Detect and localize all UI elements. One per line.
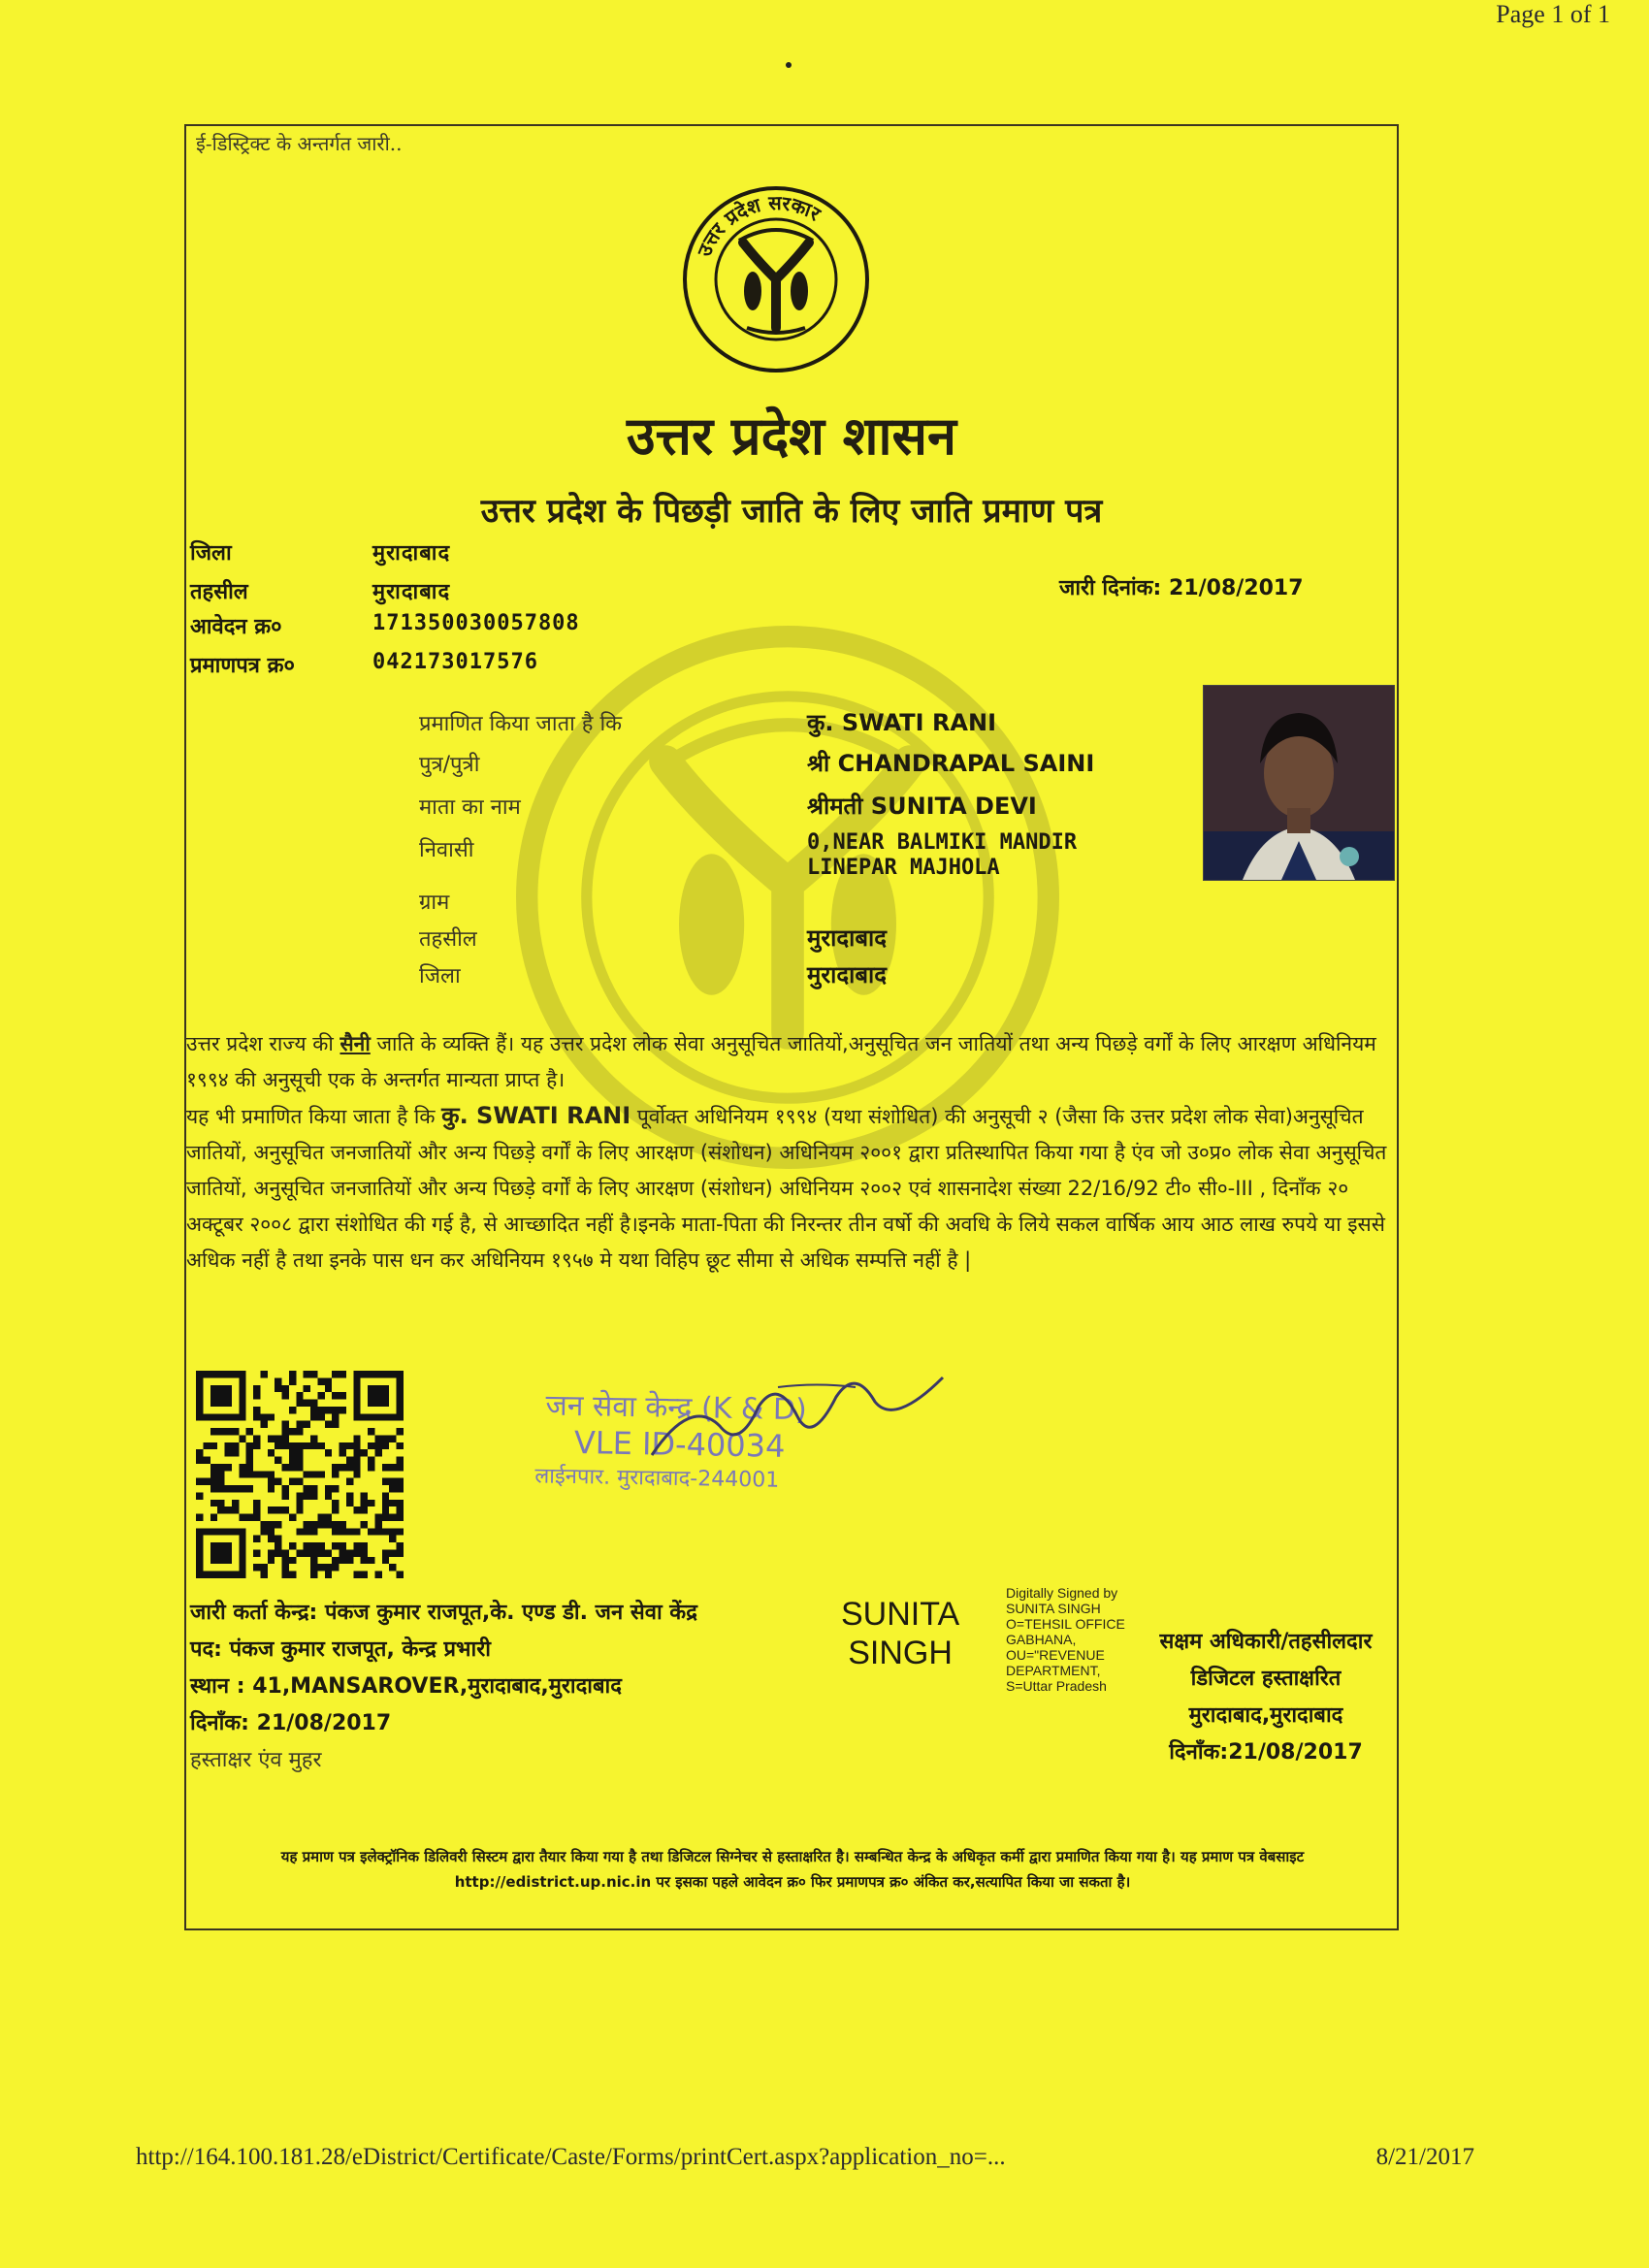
seva-kendra-stamp: जन सेवा केन्द्र (K & D) VLE ID-40034 लाईनपार. मुरादाबाद-244001 (534, 1388, 807, 1493)
issuer-block (190, 1595, 697, 1779)
officer-place: मुरादाबाद,मुरादाबाद (1188, 1703, 1343, 1728)
district-value: मुरादाबाद (372, 541, 451, 566)
tehsil-value: मुरादाबाद (372, 580, 451, 604)
issuer-date: दिनाँक: 21/08/2017 (190, 1711, 392, 1735)
mother-name-label: माता का नाम (419, 795, 521, 820)
mother-name: श्रीमती SUNITA DEVI (807, 793, 1037, 820)
applicant-photo (1203, 685, 1395, 881)
svg-text:उत्तर प्रदेश सरकार: उत्तर प्रदेश सरकार (692, 190, 825, 260)
digital-signature-details: Digitally Signed by SUNITA SINGH O=TEHSIL OFFICE GABHANA, OU="REVENUE DEPARTMENT, S=Uttar Pradesh (1006, 1585, 1125, 1694)
person-district-label: जिला (419, 964, 461, 988)
person-portrait-icon (1204, 686, 1394, 880)
signature-seal-label: हस्ताक्षर एंव मुहर (190, 1748, 322, 1772)
handwritten-signature-icon (632, 1358, 953, 1474)
qr-code-icon (196, 1371, 404, 1578)
up-government-emblem-icon (679, 182, 873, 376)
person-tehsil-value: मुरादाबाद (807, 924, 888, 952)
address-line-2: LINEPAR MAJHOLA (807, 856, 1000, 880)
top-note: ई-डिस्ट्रिक्ट के अन्तर्गत जारी.. (196, 132, 403, 155)
officer-title: सक्षम अधिकारी/तहसीलदार (1159, 1630, 1373, 1654)
certificate-frame (184, 124, 1399, 1930)
caste-name: सैनी (340, 1032, 371, 1055)
issuer-place: स्थान : 41,MANSAROVER,मुरादाबाद,मुरादाबाद (190, 1674, 622, 1699)
paragraph-2: यह भी प्रमाणित किया जाता है कि कु. SWATI RANI पूर्वोक्त अधिनियम १९९४ (यथा संशोधित) की अनुसूची २ (जैसा कि उत्तर प्रदेश लोक सेवा)अनुसूचित जातियों, अनुसूचित जनजातियों और अन्य पिछड़े वर्गों के लिए आरक्षण (संशोधन) अधिनियम २००१ द्वारा प्रतिस्थापित किया गया है एंव जो उ०प्र० लोक सेवा अनुसूचित जातियों, अनुसूचित जनजातियों और अन्य पिछड़े वर्गों के लिए आरक्षण (संशोधन) अधिनियम २००२ एवं शासनादेश संख्या 22/16/92 टी० सी०-III , दिनाँक २० अक्टूबर २००८ द्वारा संशोधित की गई है, से आच्छादित नहीं है।इनके माता-पिता की निरन्तर तीन वर्षो की अवधि के लिये सकल वार्षिक आय आठ लाख रुपये या इससे अधिक नहीं है तथा इनके पास धन कर अधिनियम १९५७ मे यथा विहिप छूट सीमा से अधिक सम्पत्ति नहीं है | (186, 1102, 1387, 1272)
certificate-title: उत्तर प्रदेश शासन (627, 405, 956, 467)
print-footer (136, 2144, 1474, 2171)
person-tehsil-label: तहसील (419, 927, 477, 952)
district-label: जिला (190, 541, 232, 566)
paragraph-applicant-name: कु. SWATI RANI (441, 1102, 631, 1129)
certificate-number-label: प्रमाणपत्र क्र० (190, 654, 295, 678)
print-date: 8/21/2017 (1375, 2144, 1474, 2170)
digitally-signed-note: डिजिटल हस्ताक्षरित (1190, 1667, 1342, 1691)
village-label: ग्राम (419, 891, 450, 915)
application-number-label: आवेदन क्र० (190, 615, 282, 639)
application-number-value: 171350030057808 (372, 611, 580, 635)
verification-footer: यह प्रमाण पत्र इलेक्ट्रॉनिक डिलिवरी सिस्टम द्वारा तैयार किया गया है तथा डिजिटल सिग्नेचर से हस्ताक्षरित है। सम्बन्धित केन्द्र के अधिकृत कर्मी द्वारा प्रमाणित किया गया है। यह प्रमाण पत्र वेबसाइट http://edistrict.up.nic.in पर इसका पहले आवेदन क्र० फिर प्रमाणपत्र क्र० अंकित कर,सत्यापित किया जा सकता है। (280, 1848, 1305, 1891)
certificate-subtitle: उत्तर प्रदेश के पिछड़ी जाति के लिए जाति प्रमाण पत्र (480, 492, 1103, 531)
person-district-value: मुरादाबाद (807, 961, 888, 988)
father-name: श्री CHANDRAPAL SAINI (807, 750, 1095, 777)
issuer-post: पद: पंकज कुमार राजपूत, केन्द्र प्रभारी (190, 1637, 491, 1662)
officer-date: दिनाँक:21/08/2017 (1169, 1740, 1363, 1765)
speck (786, 62, 792, 68)
address-line-1: 0,NEAR BALMIKI MANDIR (807, 830, 1078, 855)
son-daughter-label: पुत्र/पुत्री (419, 753, 480, 777)
page-number: Page 1 of 1 (1496, 0, 1610, 28)
print-url: http://164.100.181.28/eDistrict/Certificate/Caste/Forms/printCert.aspx?application_no=... (136, 2144, 1006, 2170)
applicant-name: कु. SWATI RANI (807, 709, 997, 736)
certified-label: प्रमाणित किया जाता है कि (419, 712, 623, 736)
officer-block (1135, 1624, 1397, 1771)
resident-label: निवासी (419, 838, 474, 862)
certificate-number-value: 042173017576 (372, 650, 538, 674)
tehsil-label: तहसील (190, 580, 248, 604)
certificate-body (186, 1026, 1389, 1279)
issue-date: जारी दिनांक: 21/08/2017 (1059, 576, 1304, 600)
issuing-center: जारी कर्ता केन्द्र: पंकज कुमार राजपूत,के. एण्ड डी. जन सेवा केंद्र (190, 1601, 697, 1625)
digital-signer-name: SUNITA SINGH (841, 1596, 960, 1671)
paragraph-1: उत्तर प्रदेश राज्य की सैनी जाति के व्यक्ति हैं। यह उत्तर प्रदेश लोक सेवा अनुसूचित जातियों,अनुसूचित जन जातियों तथा अन्य पिछड़े वर्गों के लिए आरक्षण अधिनियम १९९४ की अनुसूची एक के अन्तर्गत मान्यता प्राप्त है। (186, 1032, 1376, 1091)
